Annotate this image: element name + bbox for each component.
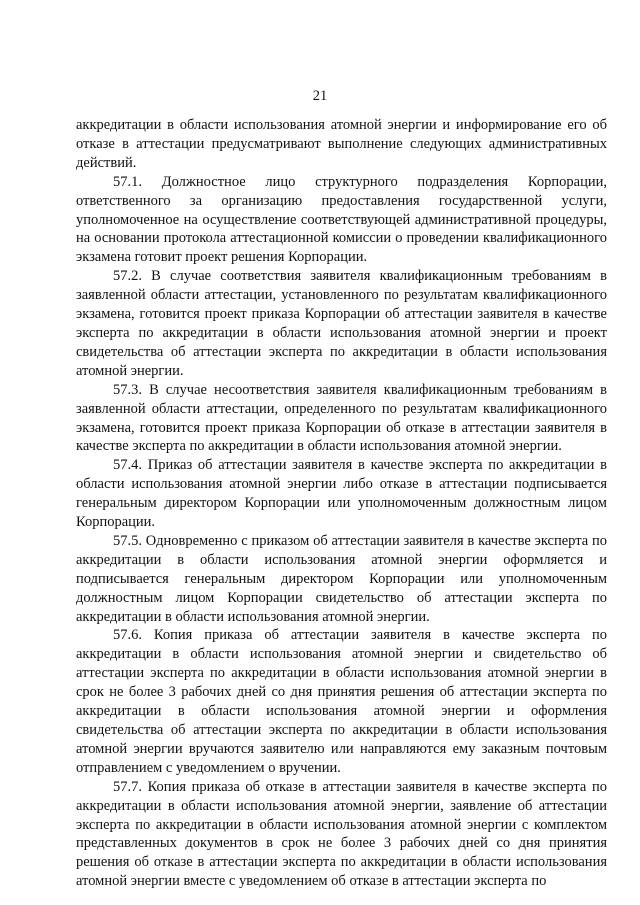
paragraph-57-7: 57.7. Копия приказа об отказе в аттестации заявителя в качестве эксперта по аккредитации в области использования атомной энергии, заявление об аттестации эксперта по аккредитации в области использования атомной энергии с комплектом представленных документов в срок не более 3 рабочих дней со дня принятия решения об отказе в аттестации эксперта по аккредитации в области использования атомной энергии вместе с уведомлением об отказе в аттестации эксперта по — [76, 778, 607, 890]
paragraph-57-4: 57.4. Приказ об аттестации заявителя в качестве эксперта по аккредитации в области использования атомной энергии либо отказе в аттестации подписывается генеральным директором Корпорации или уполномоченным должностным лицом Корпорации. — [76, 457, 607, 531]
paragraph-57-6: 57.6. Копия приказа об аттестации заявителя в качестве эксперта по аккредитации в области использования атомной энергии и свидетельство об аттестации эксперта по аккредитации в области использования атомной энергии в срок не более 3 рабочих дней со дня принятия решения об аттестации эксперта по аккредитации в области использования атомной энергии и оформления свидетельства об аттестации эксперта по аккредитации в области использования атомной энергии вручаются заявителю или направляются ему заказным почтовым отправлением с уведомлением о вручении. — [76, 627, 607, 776]
page-number: 21 — [312, 88, 328, 104]
paragraph-57-1: 57.1. Должностное лицо структурного подразделения Корпорации, ответственного за организацию предоставления государственной услуги, уполномоченное на осуществление соответствующей административной процедуры, на основании протокола аттестационной комиссии о проведении квалификационного экзамена готовит проект решения Корпорации. — [76, 173, 607, 266]
document-body — [76, 116, 607, 891]
paragraph-continuation: аккредитации в области использования атомной энергии и информирование его об отказе в аттестации предусматривают выполнение следующих административных действий. — [76, 117, 607, 171]
paragraph-57-3: 57.3. В случае несоответствия заявителя квалификационным требованиям в заявленной области аттестации, определенного по результатам квалификационного экзамена, готовится проект приказа Корпорации об отказе в аттестации заявителя в качестве эксперта по аккредитации в области использования атомной энергии. — [76, 381, 607, 455]
paragraph-57-2: 57.2. В случае соответствия заявителя квалификационным требованиям в заявленной области аттестации, установленного по результатам квалификационного экзамена, готовится проект приказа Корпорации об аттестации заявителя в качестве эксперта по аккредитации в области использования атомной энергии и проект свидетельства об аттестации эксперта по аккредитации в области использования атомной энергии. — [76, 268, 607, 379]
paragraph-57-5: 57.5. Одновременно с приказом об аттестации заявителя в качестве эксперта по аккредитации в области использования атомной энергии оформляется и подписывается генеральным директором Корпорации или уполномоченным должностным лицом Корпорации свидетельство об аттестации эксперта по аккредитации в области использования атомной энергии. — [76, 532, 607, 625]
